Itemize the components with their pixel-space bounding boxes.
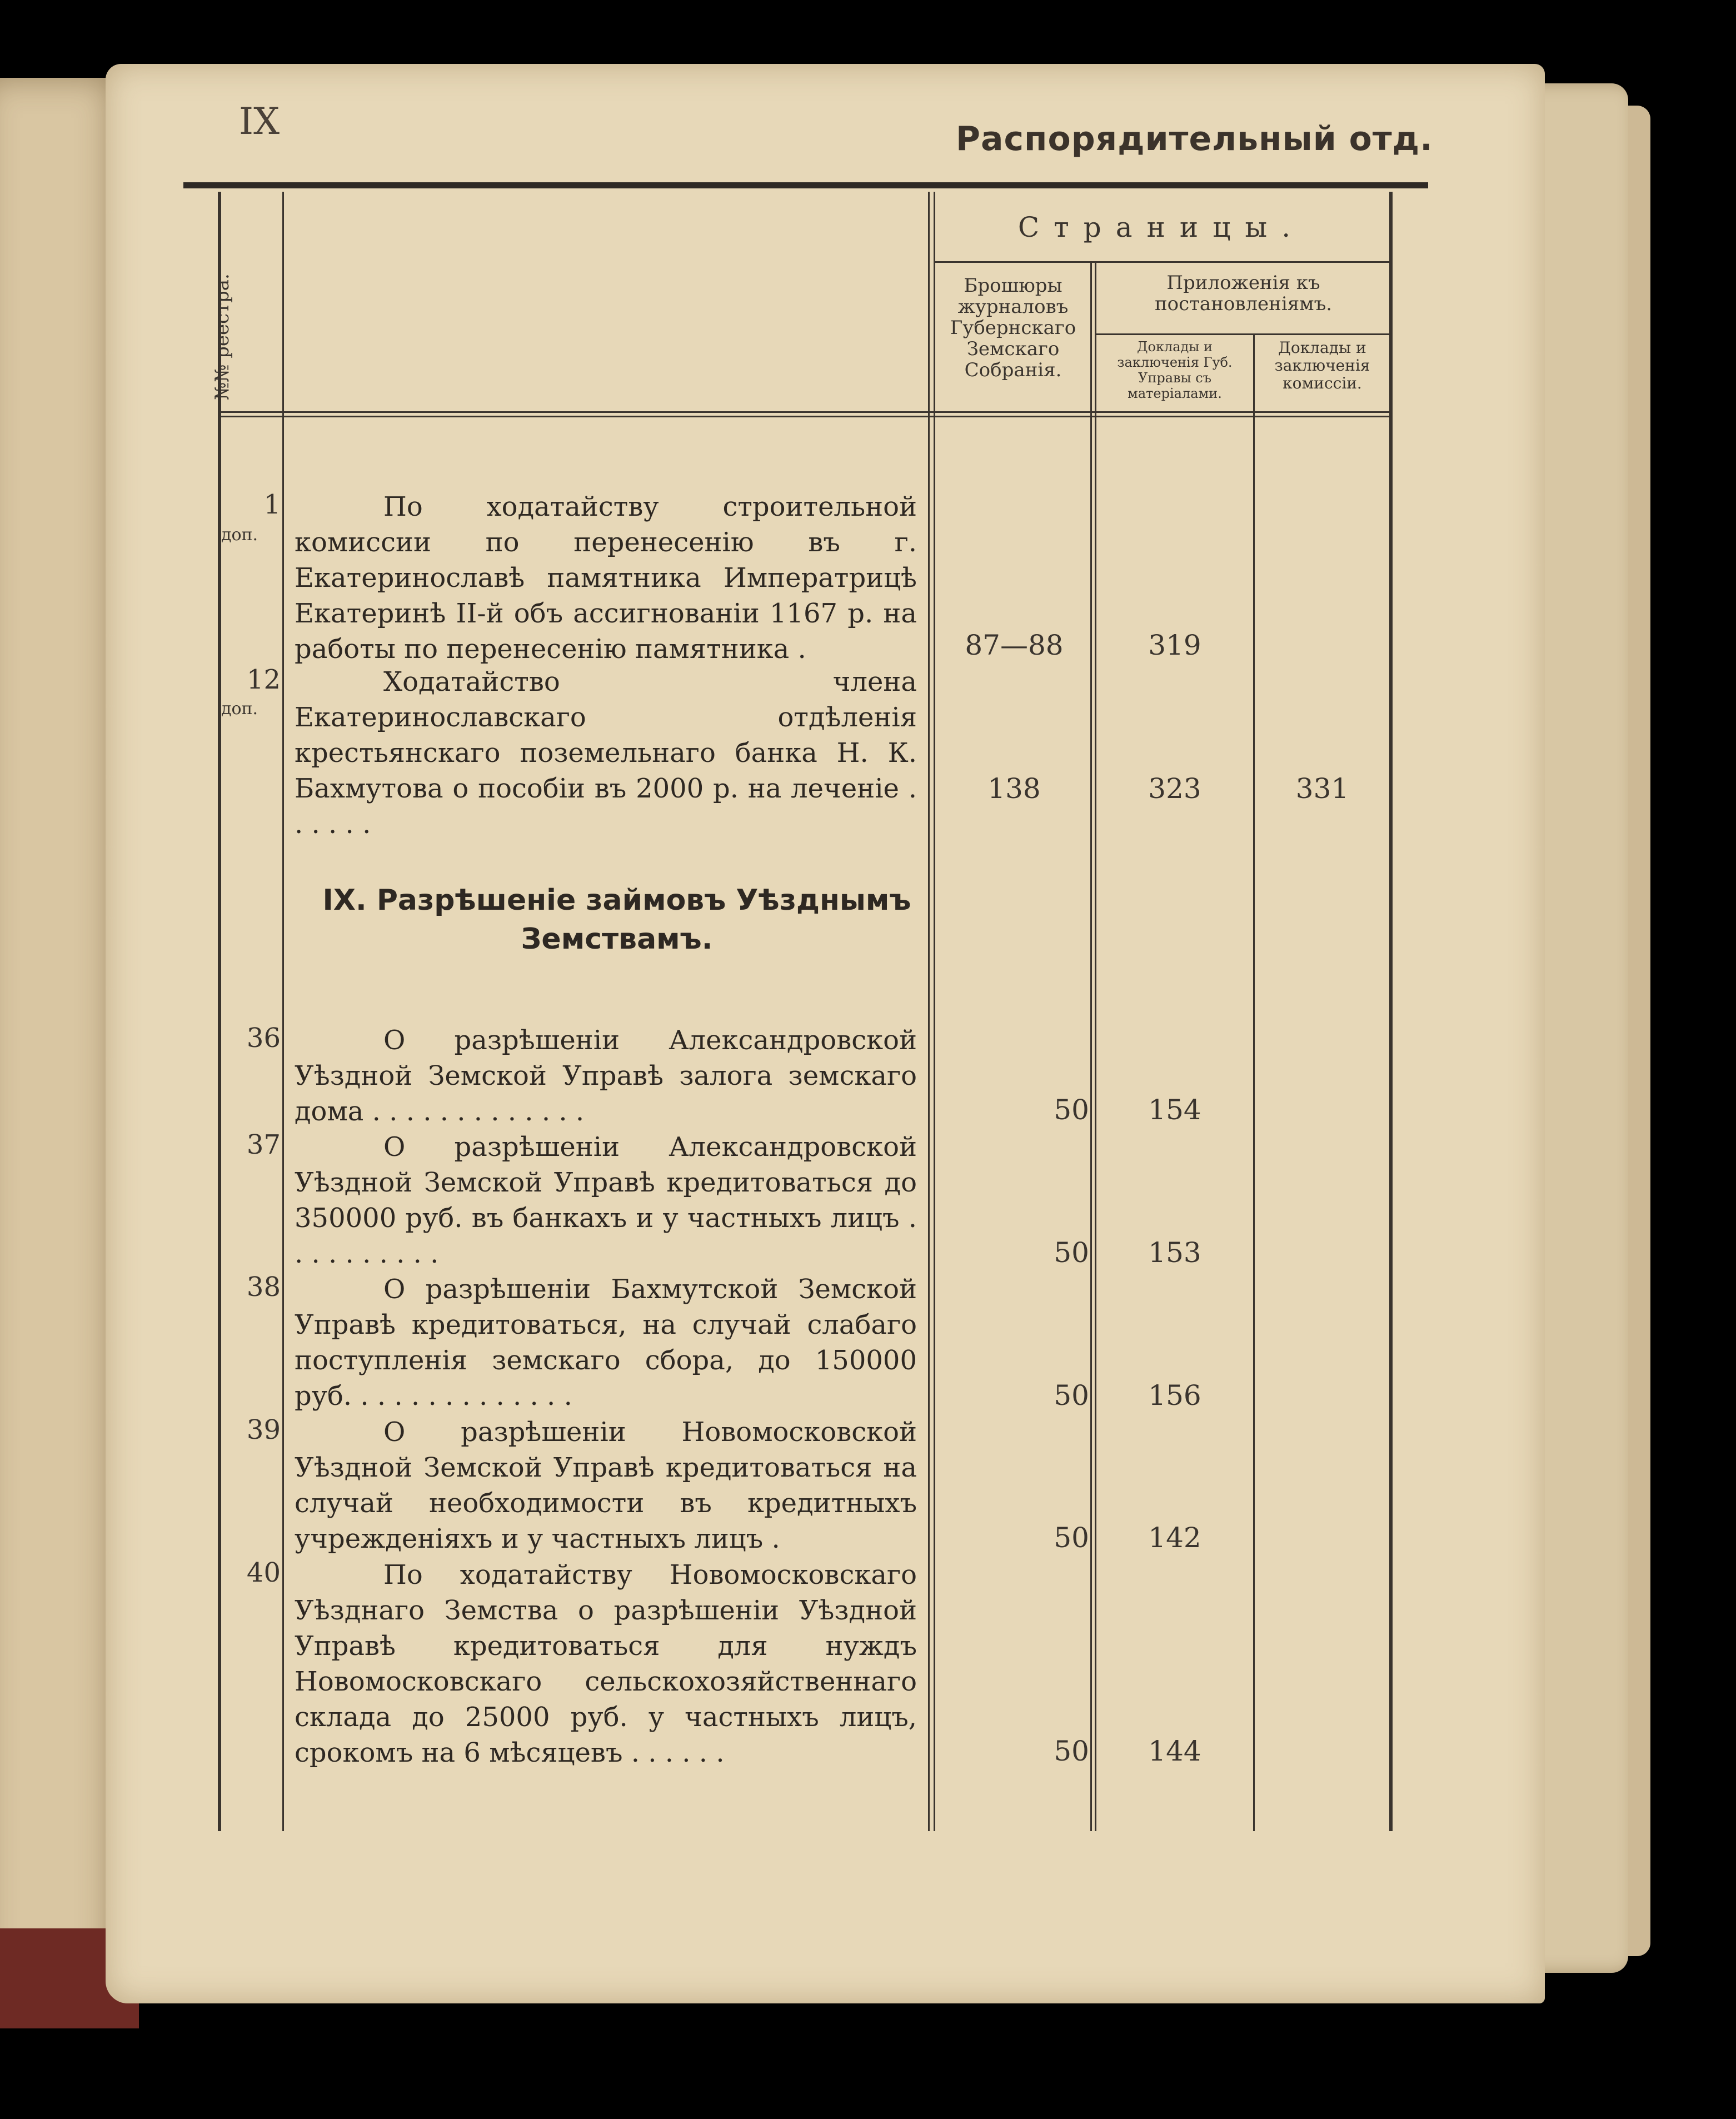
- board-page: 319: [1148, 629, 1201, 661]
- registry-number: 39: [246, 1414, 281, 1445]
- board-page: 153: [1148, 1237, 1201, 1269]
- entry-text: О разрѣшеніи Бахмутской Земской Управѣ кредитоваться, на случай слабаго поступленія земскаго сбора, до 150000 руб. . . . . . . . . . . . . .: [295, 1274, 917, 1412]
- registry-suffix: доп.: [221, 525, 258, 545]
- header-rule: [183, 182, 1428, 188]
- section-heading: IX. Разрѣшеніе займовъ Уѣзднымъ Земствамъ.: [322, 884, 911, 956]
- text-col-rule-2: [934, 192, 935, 1831]
- registry-number: 12: [246, 664, 281, 695]
- brochures-column-header: Брошюры журналовъ Губернскаго Земскаго Собранія.: [950, 275, 1076, 381]
- brochure-col-rule-2: [1095, 261, 1096, 1831]
- section-title: Распорядительный отд.: [956, 119, 1433, 158]
- registry-suffix: доп.: [221, 699, 258, 719]
- brochure-page: 138: [987, 772, 1041, 805]
- board-page: 144: [1148, 1735, 1201, 1767]
- entry-text: Ходатайство члена Екатеринославскаго отдѣленія крестьянскаго поземельнаго банка Н. К. Бахмутова о пособіи въ 2000 р. на леченіе . . . . . .: [295, 666, 917, 840]
- brochure-page: 50: [1054, 1735, 1089, 1767]
- board-page: 142: [1148, 1522, 1201, 1554]
- head-bottom-rule-1: [218, 411, 1393, 413]
- page-number: IX: [239, 100, 280, 143]
- brochure-page: 87—88: [965, 629, 1064, 661]
- entry-text: По ходатайству строительной комиссии по перенесенію въ г. Екатеринославѣ памятника Императрицѣ Екатеринѣ II-й объ ассигнованіи 1167 р. на работы по перенесенію памятника .: [295, 491, 917, 665]
- brochure-col-rule-1: [1090, 261, 1092, 1831]
- registry-number: 37: [246, 1129, 281, 1160]
- board-reports-column-header: Доклады и заключенія Губ. Управы съ матеріалами.: [1117, 339, 1233, 401]
- appendices-rule: [1096, 333, 1389, 335]
- registry-column-header: №№ реестра.: [211, 273, 233, 400]
- registry-number: 40: [246, 1557, 281, 1588]
- head-bottom-rule-2: [218, 416, 1393, 417]
- registry-number: 38: [246, 1272, 281, 1303]
- board-page: 154: [1148, 1094, 1201, 1126]
- pages-title-rule: [935, 261, 1389, 263]
- registry-number: 36: [246, 1023, 281, 1054]
- appendices-column-header: Приложенія къ постановленіямъ.: [1154, 272, 1333, 315]
- board-page: 323: [1148, 772, 1201, 805]
- commission-page: 331: [1295, 772, 1349, 805]
- brochure-page: 50: [1054, 1522, 1089, 1554]
- brochure-page: 50: [1054, 1094, 1089, 1126]
- text-col-rule-1: [928, 192, 930, 1831]
- commission-reports-column-header: Доклады и заключенія комиссіи.: [1274, 338, 1370, 392]
- registry-col-rule: [282, 192, 284, 1831]
- registry-number: 1: [263, 489, 281, 520]
- pages-header: Страницы.: [1017, 211, 1305, 243]
- entry-text: По ходатайству Новомосковскаго Уѣзднаго Земства о разрѣшеніи Уѣздной Управѣ кредитоваться для нуждъ Новомосковскаго сельскохозяйственнаго склада до 25000 руб. у частныхъ лицъ, срокомъ на 6 мѣсяцевъ . . . . . .: [295, 1559, 917, 1768]
- entry-text: О разрѣшеніи Новомосковской Уѣздной Земской Управѣ кредитоваться на случай необходимости въ кредитныхъ учрежденіяхъ и у частныхъ лицъ .: [295, 1417, 917, 1554]
- entry-text: О разрѣшеніи Александровской Уѣздной Земской Управѣ залога земскаго дома . . . . . . . . . . . . .: [295, 1025, 917, 1127]
- board-page: 156: [1148, 1379, 1201, 1412]
- table-right-border: [1389, 192, 1393, 1831]
- entry-text: О разрѣшеніи Александровской Уѣздной Земской Управѣ кредитоваться до 350000 руб. въ банкахъ и у частныхъ лицъ . . . . . . . . . .: [295, 1131, 917, 1269]
- brochure-page: 50: [1054, 1237, 1089, 1269]
- board-col-rule: [1253, 333, 1255, 1831]
- brochure-page: 50: [1054, 1379, 1089, 1412]
